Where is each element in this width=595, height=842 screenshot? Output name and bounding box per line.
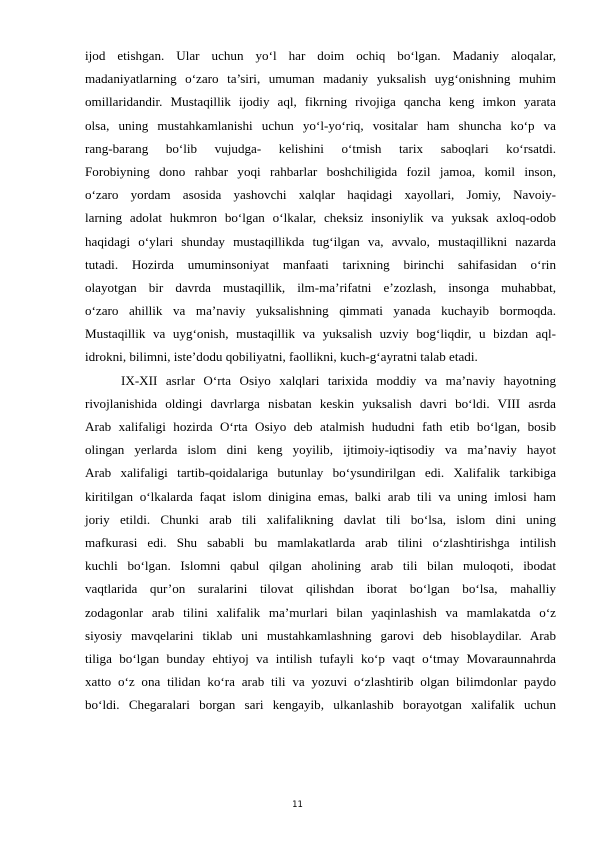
text-line: tiliga bo‘lgan bunday ehtiyoj va intilish tufayli ko‘p vaqt o‘tmay Movaraunnahrda (85, 650, 556, 666)
text-line: kuchli bo‘lgan. Islomni qabul qilgan aholining arab tili bilan muloqoti, ibodat (85, 558, 556, 574)
text-line: tutadi. Hozirda umuminsoniyat manfaati tarixning birinchi sahifasidan o‘rin (85, 256, 556, 272)
paragraph-mustaqillik (85, 44, 556, 369)
text-line: o‘zaro ahillik va ma’naviy yuksalishning qimmati yanada kuchayib bormoqda. (85, 303, 556, 319)
text-line: joriy etildi. Chunki arab tili xalifalikning davlat tili bo‘lsa, islom dini uning (85, 511, 556, 527)
text-line: xatto o‘z ona tilidan ko‘ra arab tili va yozuvi o‘zlashtirib olgan bilimdonlar paydo (85, 674, 556, 690)
text-line: olingan yerlarda islom dini keng yoyilib, ijtimoiy-iqtisodiy va ma’naviy hayot (85, 442, 556, 458)
text-line: mafkurasi edi. Shu sababli bu mamlakatlarda arab tilini o‘zlashtirishga intilish (85, 534, 556, 550)
text-line: o‘zaro yordam asosida yashovchi xalqlar haqidagi xayollari, Jomiy, Navoiy- (85, 187, 556, 203)
text-line: ijod etishgan. Ular uchun yo‘l har doim ochiq bo‘lgan. Madaniy aloqalar, (85, 48, 556, 63)
text-line: vaqtlarida qur’on suralarini tilovat qilishdan iborat bo‘lgan bo‘lsa, mahalliy (85, 581, 556, 597)
text-line: haqidagi o‘ylari shunday mustaqillikda tug‘ilgan va, avvalo, mustaqillikni nazarda (85, 233, 556, 249)
text-line: idrokni, bilimni, iste’dodu qobiliyatni, faollikni, kuch-g‘ayratni talab etadi. (85, 349, 478, 365)
text-line: Arab xalifaligi tartib-qoidalariga butunlay bo‘ysundirilgan edi. Xalifalik tarkibiga (85, 465, 556, 481)
paragraph-arab-xalifaligi (85, 369, 556, 717)
text-line: omillaridandir. Mustaqillik ijodiy aql, fikrning rivojiga qancha keng imkon yarata (85, 94, 556, 110)
text-line: olayotgan bir davrda mustaqillik, ilm-ma’rifatni e’zozlash, insonga muhabbat, (85, 279, 556, 295)
text-line: kiritilgan o‘lkalarda faqat islom diniginа emas, balki arab tili va uning imlosi ham (85, 488, 556, 504)
text-line: olsa, uning mustahkamlanishi uchun yo‘l-yo‘riq, vositalar ham shuncha ko‘p va (85, 117, 556, 133)
text-line: rivojlanishida oldingi davrlarga nisbatan keskin yuksalish davri bo‘ldi. VIII asrda (85, 395, 556, 411)
text-line: bo‘ldi. Chegaralari borgan sari kengayib, ulkanlashib borayotgan xalifalik uchun (85, 697, 556, 713)
document-body (85, 44, 556, 716)
text-line: IX-XII asrlar O‘rta Osiyo xalqlari tarixida moddiy va ma’naviy hayotning (121, 372, 556, 388)
page-number: 11 (292, 800, 303, 810)
text-line: zodagonlar arab tilini xalifalik ma’murlari bilan yaqinlashish va mamlakatda o‘z (85, 604, 556, 620)
text-line: siyosiy mavqelarini tiklab uni mustahkamlashning garovi deb hisoblaydilar. Arab (85, 627, 556, 643)
text-line: Arab xalifaligi hozirda O‘rta Osiyo deb atalmish hududni fath etib bo‘lgan, bosib (85, 419, 556, 434)
text-line: rang-barang bo‘lib vujudga- kelishini o‘tmish tarix saboqlari ko‘rsatdi. (85, 140, 556, 156)
text-line: Mustaqillik va uyg‘onish, mustaqillik va yuksalish uzviy bog‘liqdir, u bizdan aql- (85, 326, 556, 342)
text-line: larning adolat hukmron bo‘lgan o‘lkalar, cheksiz insoniylik va yuksak axloq-odob (85, 210, 556, 226)
text-line: Forobiyning dono rahbar yoqi rahbarlar boshchiligida fozil jamoa, komil inson, (85, 163, 556, 179)
text-line: madaniyatlarning o‘zaro ta’siri, umuman madaniy yuksalish uyg‘onishning muhim (85, 71, 556, 87)
